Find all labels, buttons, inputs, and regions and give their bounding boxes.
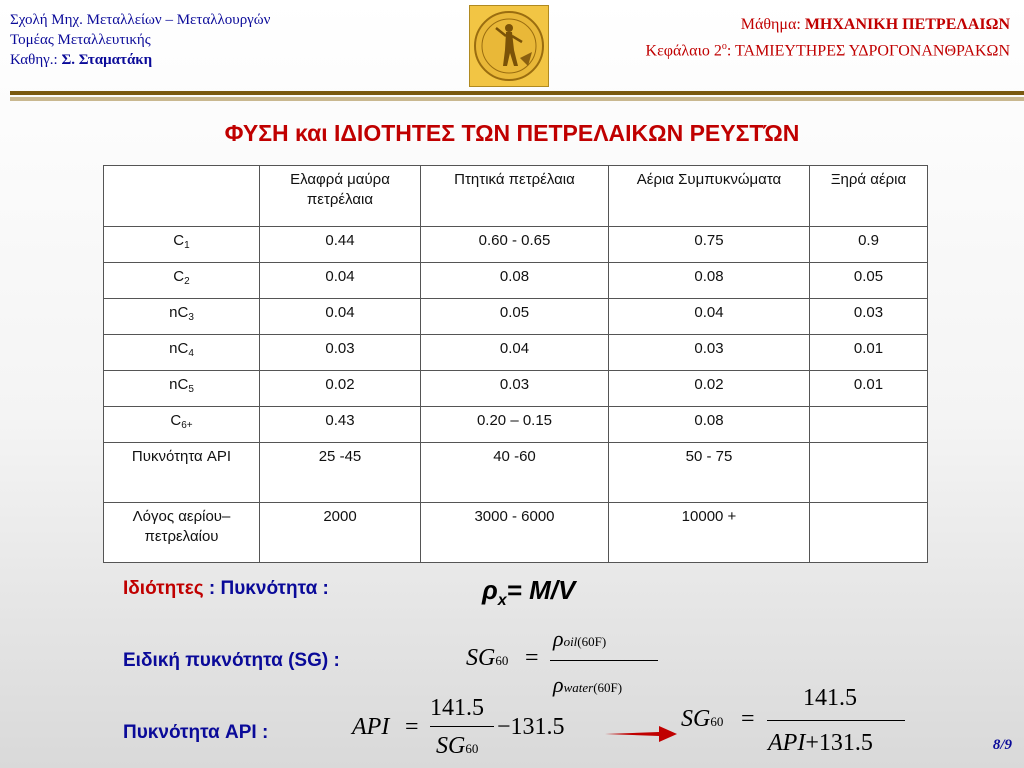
course-prefix: Μάθημα: [740, 16, 801, 33]
chapter-sup: ο [721, 41, 727, 52]
sg2-formula-denominator: API+131.5 [768, 730, 873, 756]
api-formula-eq: = [405, 714, 419, 740]
table-row [104, 227, 928, 263]
professor [10, 50, 270, 70]
table-cell [810, 443, 928, 503]
density-label: Ιδιότητες : Πυκνότητα : [123, 578, 329, 599]
table-cell: 2000 [260, 503, 421, 563]
density-equation: $\rho_x= M/V$ [482, 575, 576, 610]
api-formula-numerator: 141.5 [430, 695, 484, 721]
table-cell: 0.08 [421, 263, 609, 299]
table-header-row [104, 166, 928, 227]
table-row [104, 443, 928, 503]
sg2-formula-lhs: SG60 [681, 706, 724, 732]
sg-fraction-bar [550, 660, 658, 661]
sg2-formula-numerator: 141.5 [803, 685, 857, 711]
sg2-formula-eq: = [741, 706, 755, 732]
row-label: $C_{6+}$ [104, 407, 260, 443]
specific-gravity-label: Ειδική πυκνότητα (SG) : [123, 650, 340, 671]
row-label: $C_2$ [104, 263, 260, 299]
course-line [646, 14, 1010, 36]
table-cell: 0.03 [609, 335, 810, 371]
table-cell: 0.02 [260, 371, 421, 407]
table-cell: 0.03 [810, 299, 928, 335]
table-cell: 0.20 – 0.15 [421, 407, 609, 443]
page-number: 8/9 [992, 737, 1012, 753]
row-label: $C_1$ [104, 227, 260, 263]
table-cell: 0.01 [810, 371, 928, 407]
api-fraction-bar [430, 726, 494, 727]
api-formula-constant: −131.5 [497, 714, 565, 740]
chapter-prefix: Κεφάλαιο 2 [645, 42, 722, 60]
table-cell: 25 -45 [260, 443, 421, 503]
table-cell: 50 - 75 [609, 443, 810, 503]
row-label: $nC_3$ [104, 299, 260, 335]
table-header-cell: Ελαφρά μαύρα πετρέλαια [260, 166, 421, 227]
table-cell [810, 503, 928, 563]
api-gravity-label: Πυκνότητα API : [123, 722, 269, 743]
table-cell: 0.43 [260, 407, 421, 443]
table-cell: 0.44 [260, 227, 421, 263]
slide-title: ΦΥΣΗ και ΙΔΙΟΤΗΤΕΣ ΤΩΝ ΠΕΤΡΕΛΑΙΚΩΝ ΡΕΥΣΤΏΝ [224, 120, 800, 146]
table-row [104, 503, 928, 563]
table-cell: 10000 + [609, 503, 810, 563]
table-cell: 0.75 [609, 227, 810, 263]
table-cell: 0.04 [260, 263, 421, 299]
table-cell: 0.02 [609, 371, 810, 407]
row-label: $nC_5$ [104, 371, 260, 407]
table-header-cell: Αέρια Συμπυκνώματα [609, 166, 810, 227]
professor-name: Σ. Σταματάκη [61, 52, 153, 68]
table-cell: 0.03 [421, 371, 609, 407]
sg2-fraction-bar [767, 720, 905, 721]
row-label: Πυκνότητα API [104, 443, 260, 503]
school-name: Σχολή Μηχ. Μεταλλείων – Μεταλλουργών [10, 12, 271, 28]
row-label: Λόγος αερίου– πετρελαίου [104, 503, 260, 563]
table-row [104, 299, 928, 335]
table-corner-cell [104, 166, 260, 227]
sg-formula-eq: = [525, 645, 539, 671]
table-row [104, 371, 928, 407]
table-cell: 0.05 [421, 299, 609, 335]
chapter-line [646, 36, 1010, 62]
table-cell: 0.05 [810, 263, 928, 299]
table-cell [810, 407, 928, 443]
table-cell: 3000 - 6000 [421, 503, 609, 563]
table-cell: 0.08 [609, 263, 810, 299]
table-cell: 0.60 - 0.65 [421, 227, 609, 263]
chapter-name: : ΤΑΜΙΕΥΤΗΡΕΣ ΥΔΡΟΓΟΝΑΝΘΡΑΚΩΝ [726, 42, 1010, 60]
header-rule-light [10, 97, 1024, 101]
api-formula-denominator: SG60 [436, 733, 479, 759]
professor-prefix: Καθηγ.: [10, 52, 58, 68]
fluid-properties-table [103, 165, 928, 563]
table-row [104, 335, 928, 371]
table-cell: 0.03 [260, 335, 421, 371]
table-cell: 0.04 [260, 299, 421, 335]
department-name: Τομέας Μεταλλευτικής [10, 32, 151, 48]
sg-formula-denominator: ρwater(60F) [553, 672, 623, 697]
table-cell: 0.9 [810, 227, 928, 263]
table-header-cell: Ξηρά αέρια [810, 166, 928, 227]
api-formula-lhs: API [352, 714, 390, 740]
table-cell: 0.01 [810, 335, 928, 371]
table-cell: 40 -60 [421, 443, 609, 503]
table-row [104, 263, 928, 299]
row-label: $nC_4$ [104, 335, 260, 371]
header-left [10, 10, 270, 70]
table-cell: 0.04 [609, 299, 810, 335]
arrow-right-icon [605, 722, 677, 746]
table-cell: 0.04 [421, 335, 609, 371]
sg-formula-lhs: SG60 [466, 645, 509, 671]
sg-formula-numerator: ρoil(60F) [553, 626, 607, 651]
table-row [104, 407, 928, 443]
header-right [646, 14, 1010, 62]
table-cell: 0.08 [609, 407, 810, 443]
course-name: ΜΗΧΑΝΙΚΗ ΠΕΤΡΕΛΑΙΩΝ [804, 16, 1010, 33]
university-emblem-icon [469, 5, 549, 87]
header-rule-dark [10, 91, 1024, 95]
table-header-cell: Πτητικά πετρέλαια [421, 166, 609, 227]
